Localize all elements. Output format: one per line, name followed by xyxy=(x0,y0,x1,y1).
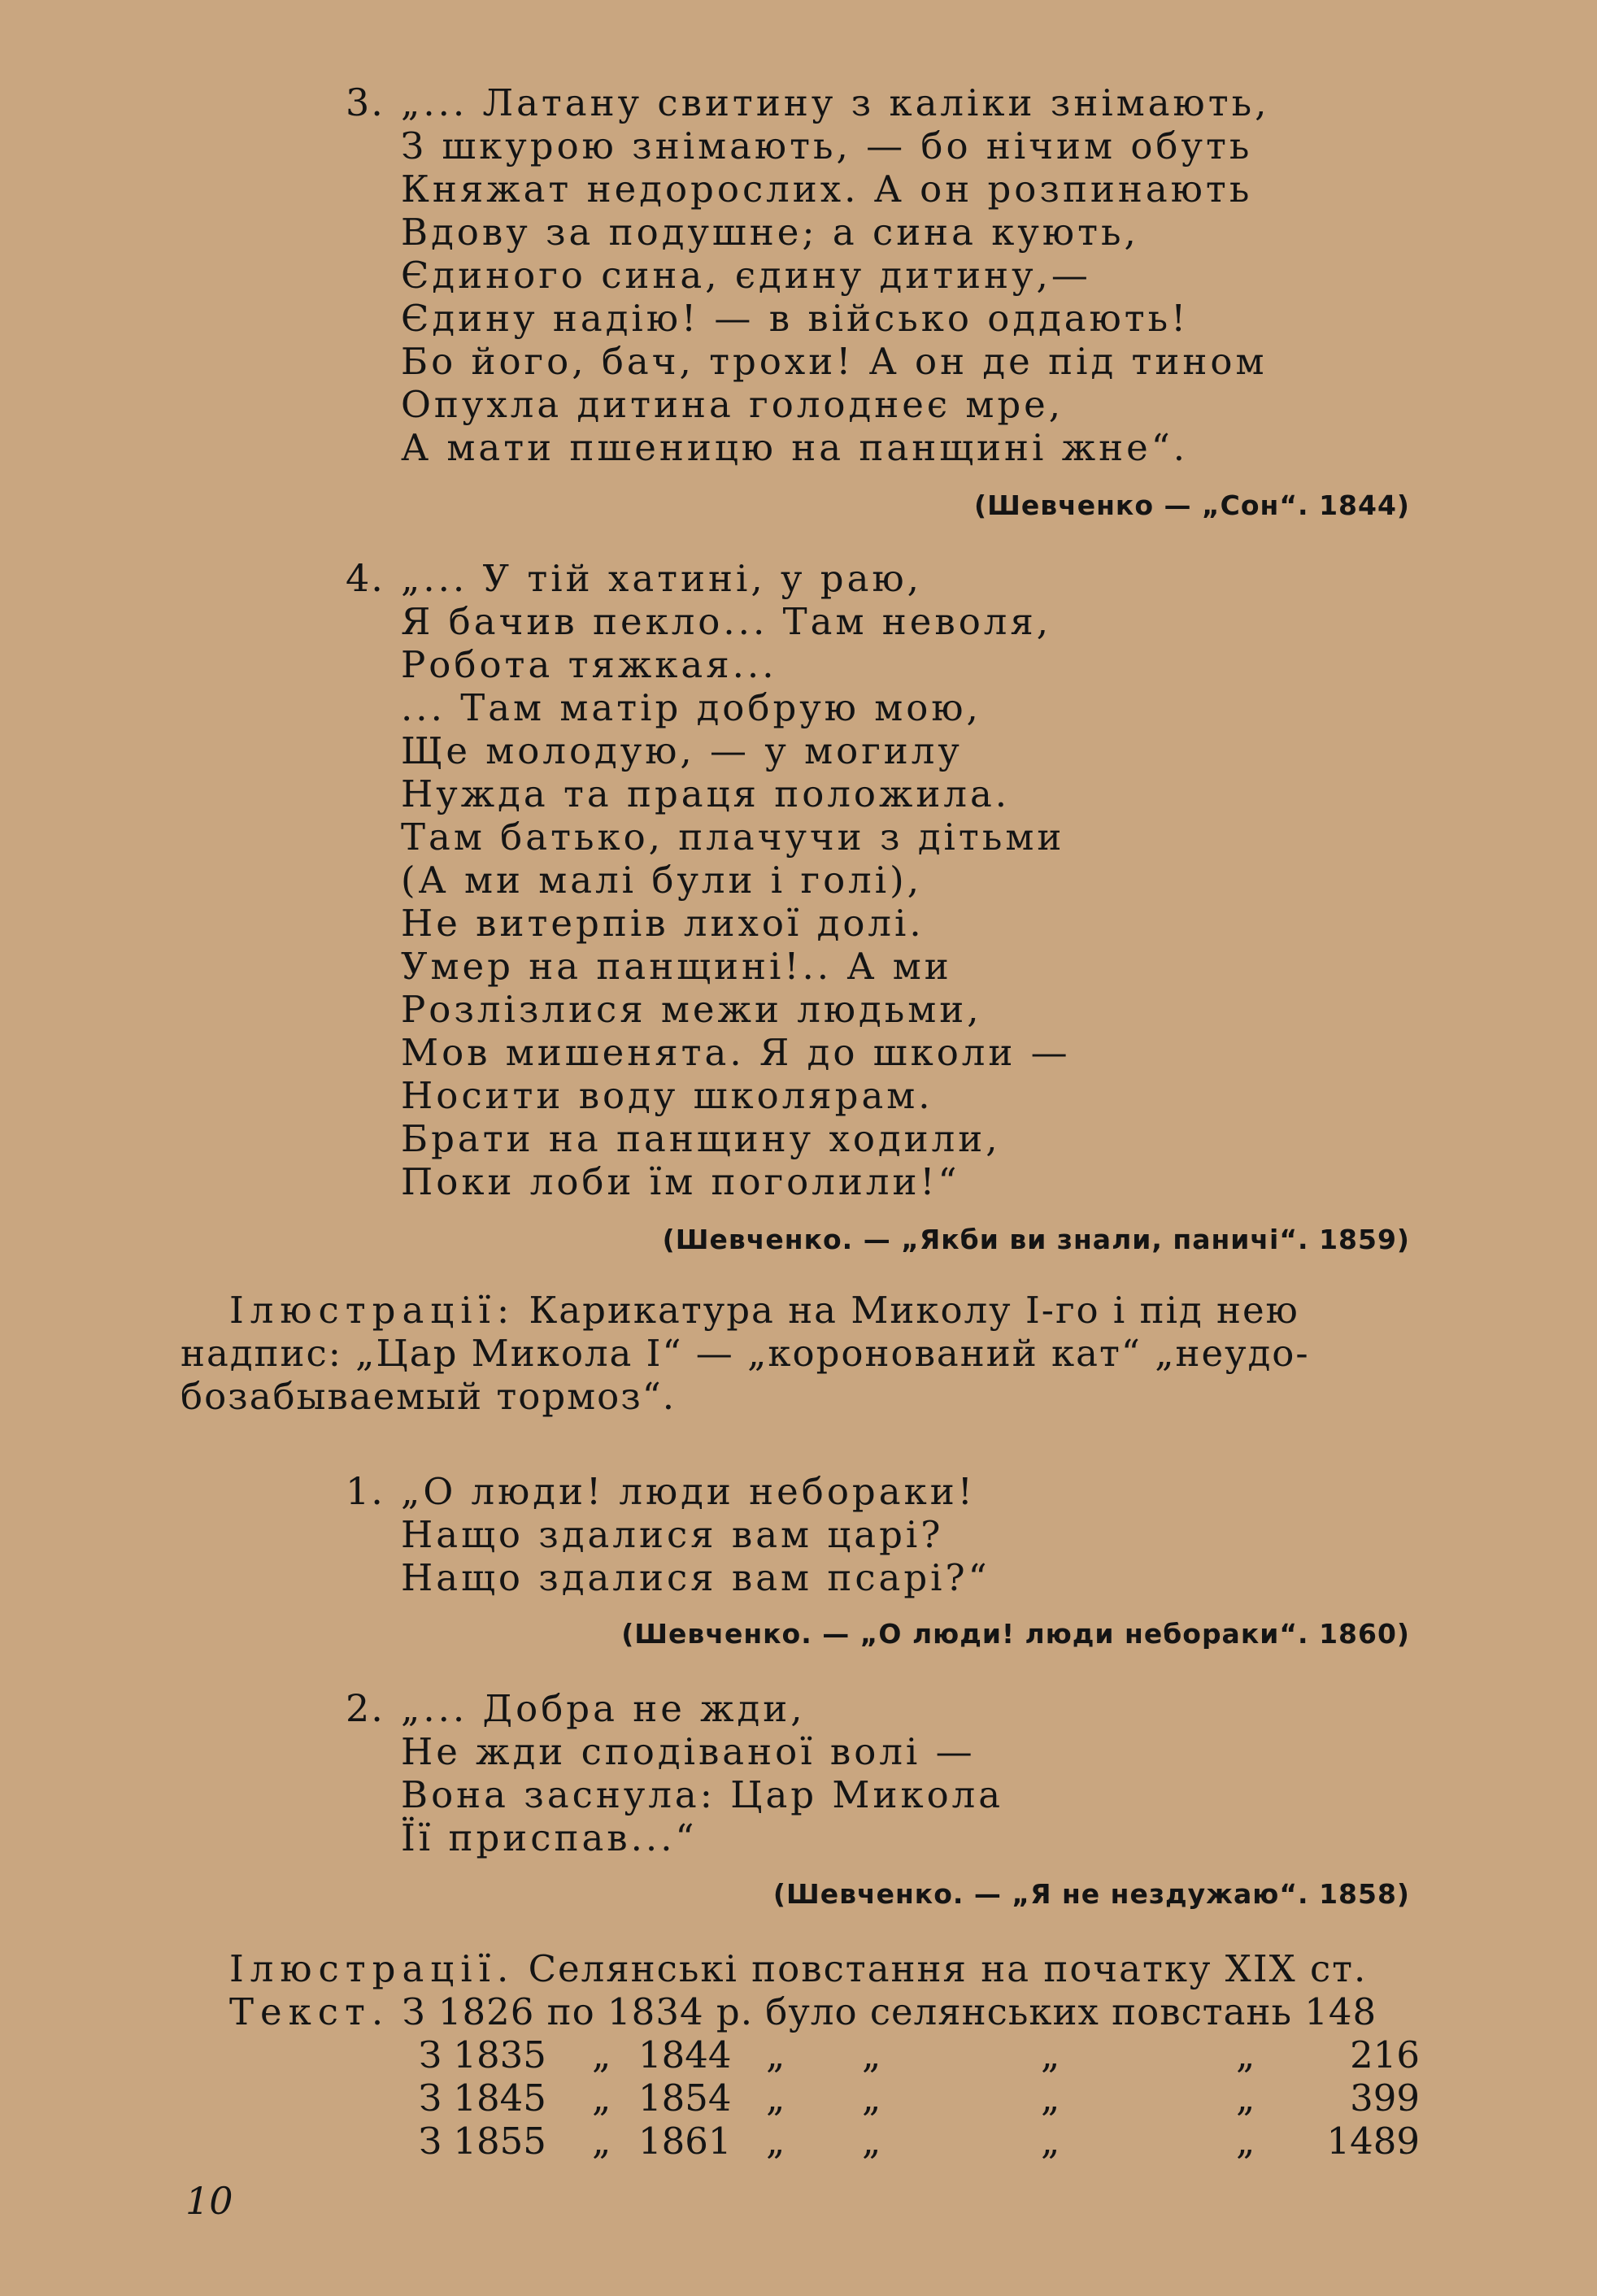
ditto-mark: „ xyxy=(1041,2120,1060,2163)
illustration-text: надпис: „Цар Микола І“ — „коронований кат“ „неудо- xyxy=(181,1332,1310,1375)
uprising-count: 399 xyxy=(1350,2076,1420,2120)
uprisings-table xyxy=(0,2033,1597,2163)
ditto-mark: „ xyxy=(766,2120,785,2163)
poem-line: Умер на панщині!.. А ми xyxy=(401,945,952,988)
poem-number: 4. xyxy=(346,556,385,600)
ditto-mark: „ xyxy=(592,2120,611,2163)
poem-line: Нащо здалися вам царі? xyxy=(401,1513,944,1556)
poem-line: Нужда та праця положила. xyxy=(401,772,1011,815)
ditto-mark: „ xyxy=(766,2076,785,2120)
illustration-text: Селянські повстання на початку XIX ст. xyxy=(528,1947,1368,1990)
ditto-mark: „ xyxy=(862,2076,881,2120)
period-to: 1854 xyxy=(638,2076,732,2120)
table-row xyxy=(0,2033,1597,2076)
poem-line: З шкурою знімають, — бо нічим обуть xyxy=(401,124,1253,167)
illustration-text: Карикатура на Миколу І-го і під нею xyxy=(529,1289,1299,1332)
poem-line: „... Латану свитину з каліки знімають, xyxy=(401,81,1270,124)
poem-line: Брати на панщину ходили, xyxy=(401,1117,1001,1160)
period-from: З 1835 xyxy=(419,2033,546,2076)
table-row xyxy=(0,2076,1597,2120)
poem-line: Вона заснула: Цар Микола xyxy=(401,1773,1004,1816)
poem-line: Мов мишенята. Я до школи — xyxy=(401,1031,1071,1074)
poem-4 xyxy=(346,557,1427,1203)
illustration-text: бозабываемый тормоз“. xyxy=(181,1375,677,1418)
poem-line: Там батько, плачучи з дітьми xyxy=(401,815,1065,859)
poem-lines xyxy=(401,1470,1427,1599)
poem-line: Її приспав...“ xyxy=(401,1816,698,1859)
poem-lines xyxy=(401,1687,1427,1859)
poem-line: Нащо здалися вам псарі?“ xyxy=(401,1556,990,1599)
ditto-mark: „ xyxy=(1041,2033,1060,2076)
period-to: 1861 xyxy=(638,2120,732,2163)
ditto-mark: „ xyxy=(1236,2033,1255,2076)
period-from: З 1855 xyxy=(419,2120,546,2163)
poem-line: „... Добра не жди, xyxy=(401,1687,806,1730)
poem-source: (Шевченко. — „Я не нездужаю“. 1858) xyxy=(772,1878,1410,1910)
poem-line: Вдову за подушне; а сина кують, xyxy=(401,211,1139,254)
table-row xyxy=(0,2120,1597,2163)
poem-line: „О люди! люди небораки! xyxy=(401,1470,976,1513)
poem-line: Поки лоби їм поголили!“ xyxy=(401,1160,960,1203)
poem-line: Ще молодую, — у могилу xyxy=(401,729,963,772)
poem-line: Княжат недорослих. А он розпинають xyxy=(401,167,1253,211)
poem-number: 3. xyxy=(346,80,385,124)
poem-line: Робота тяжкая... xyxy=(401,643,777,686)
ditto-mark: „ xyxy=(862,2033,881,2076)
ditto-mark: „ xyxy=(862,2120,881,2163)
page-number: 10 xyxy=(185,2179,233,2223)
uprising-count: 216 xyxy=(1350,2033,1420,2076)
poem-lines xyxy=(401,557,1427,1203)
uprising-count: 1489 xyxy=(1326,2120,1420,2163)
poem-number: 1. xyxy=(346,1469,385,1513)
poem-1 xyxy=(346,1470,1427,1599)
poem-lines xyxy=(401,81,1427,469)
poem-line: Не жди сподіваної волі — xyxy=(401,1730,976,1773)
period-to: 1844 xyxy=(638,2033,732,2076)
poem-line: Єдину надію! — в військо оддають! xyxy=(401,297,1190,340)
poem-line: Бо його, бач, трохи! А он де під тином xyxy=(401,340,1268,383)
period-from: З 1845 xyxy=(419,2076,546,2120)
illustration-line xyxy=(229,1947,1367,1990)
ditto-mark: „ xyxy=(766,2033,785,2076)
poem-number: 2. xyxy=(346,1686,385,1730)
poem-line: Єдиного сина, єдину дитину,— xyxy=(401,254,1091,297)
poem-line: Опухла дитина голоднеє мре, xyxy=(401,383,1064,426)
illustration-paragraph xyxy=(181,1289,1416,1418)
poem-source: (Шевченко. — „О люди! люди небораки“. 1860) xyxy=(621,1618,1410,1650)
text-label: Текст. xyxy=(229,1990,390,2033)
poem-line: Я бачив пекло... Там неволя, xyxy=(401,600,1052,643)
poem-3 xyxy=(346,81,1427,469)
poem-source: (Шевченко. — „Якби ви знали, паничі“. 1859) xyxy=(662,1224,1410,1255)
poem-line: „... У тій хатині, у раю, xyxy=(401,557,922,600)
uprisings-text xyxy=(229,1990,1377,2033)
illustration-label: Ілюстрації: xyxy=(229,1289,516,1332)
uprisings-first-row: З 1826 по 1834 р. було селянських повстань 148 xyxy=(402,1990,1377,2033)
illustration-label: Ілюстрації. xyxy=(229,1947,516,1990)
poem-line: (А ми малі були і голі), xyxy=(401,859,923,902)
ditto-mark: „ xyxy=(592,2033,611,2076)
poem-source: (Шевченко — „Сон“. 1844) xyxy=(973,489,1410,521)
ditto-mark: „ xyxy=(1236,2120,1255,2163)
poem-2 xyxy=(346,1687,1427,1859)
ditto-mark: „ xyxy=(1236,2076,1255,2120)
ditto-mark: „ xyxy=(1041,2076,1060,2120)
poem-line: Носити воду школярам. xyxy=(401,1074,933,1117)
poem-line: Розлізлися межи людьми, xyxy=(401,988,982,1031)
poem-line: ... Там матір добрую мою, xyxy=(401,686,981,729)
poem-line: Не витерпів лихої долі. xyxy=(401,902,925,945)
ditto-mark: „ xyxy=(592,2076,611,2120)
poem-line: А мати пшеницю на панщині жне“. xyxy=(401,426,1189,469)
